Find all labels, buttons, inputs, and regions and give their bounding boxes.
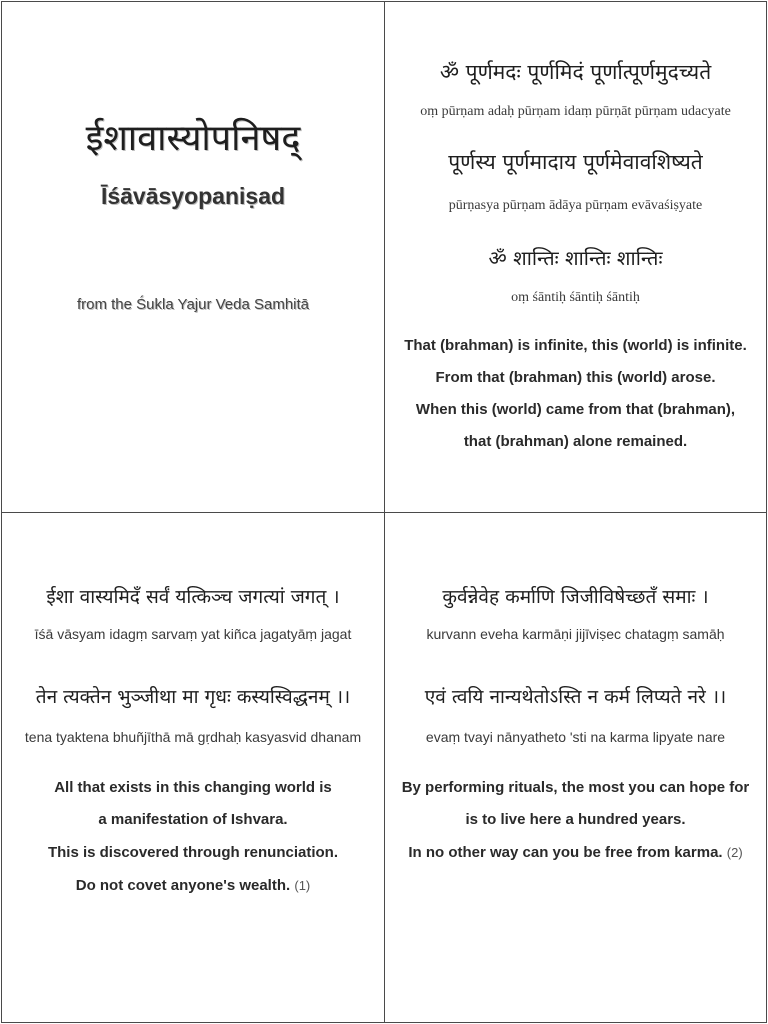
verse2-line2-devanagari: एवं त्वयि नान्यथेतोऽस्ति न कर्म लिप्यते नरे ।।	[424, 686, 727, 708]
verse-number: (1)	[294, 878, 311, 893]
verse-number: (2)	[726, 845, 743, 860]
title-panel	[1, 1, 385, 513]
verse2-line2-translit: evaṃ tvayi nānyatheto 'sti na karma lipyate nare	[425, 729, 726, 745]
invocation-line3-translit: oṃ śāntiḥ śāntiḥ śāntiḥ	[511, 290, 640, 305]
verse2-panel	[384, 512, 767, 1023]
invocation-translation-line: When this (world) came from that (brahman),	[415, 401, 736, 418]
source-text: from the Śukla Yajur Veda Samhitā	[76, 296, 310, 313]
verse2-line1-devanagari: कुर्वन्नेवेह कर्माणि जिजीविषेच्छतँ समाः ।	[442, 586, 709, 608]
invocation-translation-line: That (brahman) is infinite, this (world) is infinite.	[404, 337, 747, 354]
verse1-line2-translit: tena tyaktena bhuñjīthā mā gṛdhaḥ kasyasvid dhanam	[24, 729, 362, 745]
verse1-translation-line: This is discovered through renunciation.	[47, 844, 339, 861]
invocation-line1-devanagari: ॐ पूर्णमदः पूर्णमिदं पूर्णात्पूर्णमुदच्यते	[439, 60, 712, 84]
invocation-translation-line: that (brahman) alone remained.	[463, 433, 688, 450]
invocation-line2-devanagari: पूर्णस्य पूर्णमादाय पूर्णमेवावशिष्यते	[448, 150, 703, 174]
verse1-translation-text: Do not covet anyone's wealth.	[75, 877, 291, 894]
verse1-translation-line: a manifestation of Ishvara.	[98, 811, 288, 828]
verse2-translation-line	[385, 844, 766, 861]
invocation-translation-line: From that (brahman) this (world) arose.	[435, 369, 716, 386]
invocation-line2-translit: pūrṇasya pūrṇam ādāya pūrṇam evāvaśiṣyate	[448, 198, 703, 213]
verse1-line1-translit: īśā vāsyam idagṃ sarvaṃ yat kiñca jagatyāṃ jagat	[34, 626, 352, 642]
verse2-translation-line: By performing rituals, the most you can hope for	[401, 779, 750, 796]
verse1-translation-line: All that exists in this changing world is	[54, 779, 332, 796]
verse1-panel	[1, 512, 385, 1023]
verse2-line1-translit: kurvann eveha karmāṇi jijīviṣec chatagṃ samāḥ	[426, 626, 725, 642]
transliterated-title: Īśāvāsyopaniṣad	[100, 183, 286, 209]
verse1-line2-devanagari: तेन त्यक्तेन भुञ्जीथा मा गृधः कस्यस्विद्धनम् ।।	[35, 686, 351, 708]
verse2-translation-line: is to live here a hundred years.	[465, 811, 686, 828]
verse1-translation-line	[2, 877, 384, 894]
invocation-panel	[384, 1, 767, 513]
invocation-line3-devanagari: ॐ शान्तिः शान्तिः शान्तिः	[488, 246, 663, 270]
invocation-line1-translit: oṃ pūrṇam adaḥ pūrṇam idaṃ pūrṇāt pūrṇam udacyate	[420, 104, 731, 119]
verse2-translation-text: In no other way can you be free from karma.	[408, 844, 723, 861]
devanagari-title: ईशावास्योपनिषद्	[85, 118, 301, 159]
verse1-line1-devanagari: ईशा वास्यमिदँ सर्वं यत्किञ्च जगत्यां जगत् ।	[46, 586, 340, 608]
